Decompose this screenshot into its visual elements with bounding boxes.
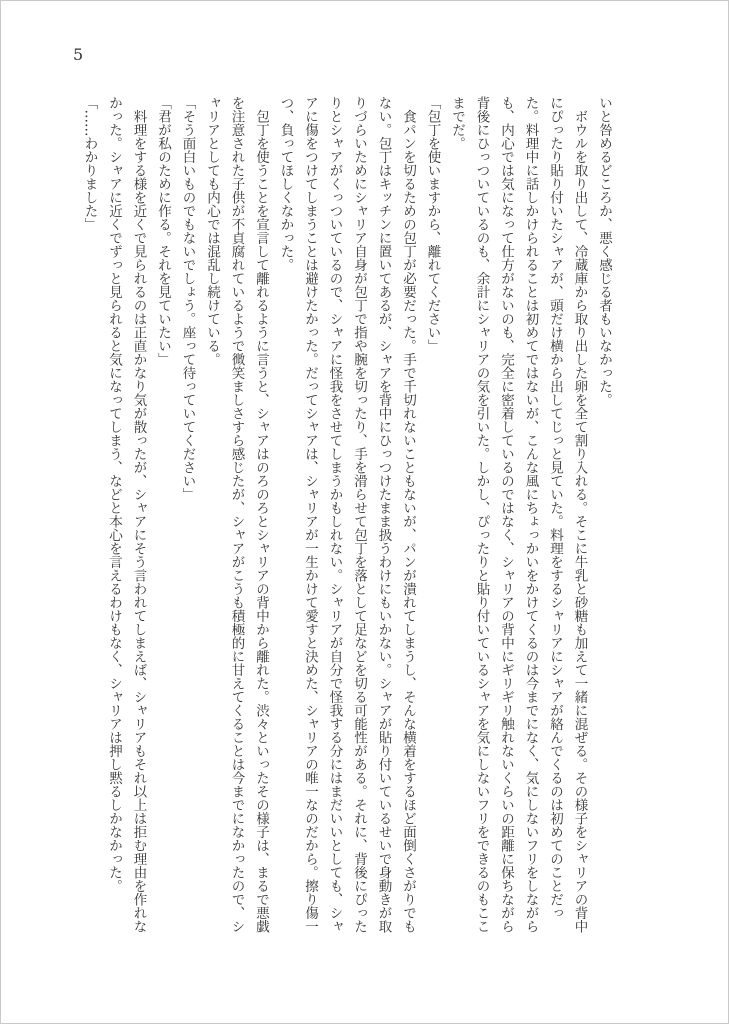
paragraph: 料理をする様を近くで見られるのは正直かなり気が散ったが、シャアにそう言われてしまえば、シャリアもそれ以上は拒む理由を作れなかった。シャアに近くでずっと見られると気になってしまう、などと本心を言えるわけもなく、シャリアは押し黙るしかなかった。 [106,96,147,933]
dialogue-paragraph: 「そう面白いものでもないでしょう。座って待っていてください」 [179,96,196,501]
page-number: 5 [73,45,85,64]
dialogue-paragraph: 「君が私のために作る。それを見ていたい」 [155,96,171,366]
paragraph: 包丁を使うことを宣言して離れるように言うと、シャアはのろのろとシャリアの背中から離れた。渋々といったその様子は、まるで悪戯を注意された子供が不貞腐れているようで微笑ましさすら感じたが、シャアがこうも積極的に甘えてくることは今までになかったので、シャリアとしても内心では混乱し続けている。 [204,96,269,933]
dialogue-paragraph: 「包丁を使いますから、離れてください」 [424,96,441,353]
paragraph: ボウルを取り出して、冷蔵庫から取り出した卵を全て割り入れる。そこに牛乳と砂糖も加えて一緒に混ぜる。その様子をシャリアの背中にぴったり貼り付いたシャアが、頭だけ横から出してじっと見ていた。料理をするシャリアにシャアが絡んでくるのは初めてのことだった。料理中に話しかけられることは初めてではないが、こんな風にちょっかいをかけてくるのは今までになく、気にしないフリをしながらも、内心では気になって仕方がないのも、完全に密着しているのではなく、シャリアの背中にギリギリ触れないくらいの距離に保ちながら背後にひっついているのも、余計にシャリアの気を引いた。しかし、ぴったりと貼り付いているシャアを気にしないフリをできるのもここまでだ。 [449,96,588,933]
paragraph: 食パンを切るための包丁が必要だった。手で千切れないこともないが、パンが潰れてしまうし、そんな横着をするほど面倒くさがりでもない。包丁はキッチンに置いてあるが、シャアを背中にひっつけたまま扱うわけにもいかない。シャアが貼り付いているせいで身動きが取りづらいためにシャリア自身が包丁で指や腕を切ったり、手を滑らせて包丁を落として足などを切る可能性がある。それに、背後にぴったりとシャアがくっついているので、シャアに怪我をさせてしまうかもしれない。シャリアが自分で怪我する分にはまだいいとしても、シャアに傷をつけてしまうことは避けたかった。だってシャアは、シャリアが一生かけて愛すと決めた、シャリアの唯一なのだから。擦り傷一つ、負ってほしくなかった。 [277,96,416,933]
dialogue-paragraph: 「……わかりました」 [81,96,98,231]
paragraph: いと咎めるどころか、悪く感じる者もいなかった。 [596,96,612,407]
vertical-text-body [71,96,616,941]
